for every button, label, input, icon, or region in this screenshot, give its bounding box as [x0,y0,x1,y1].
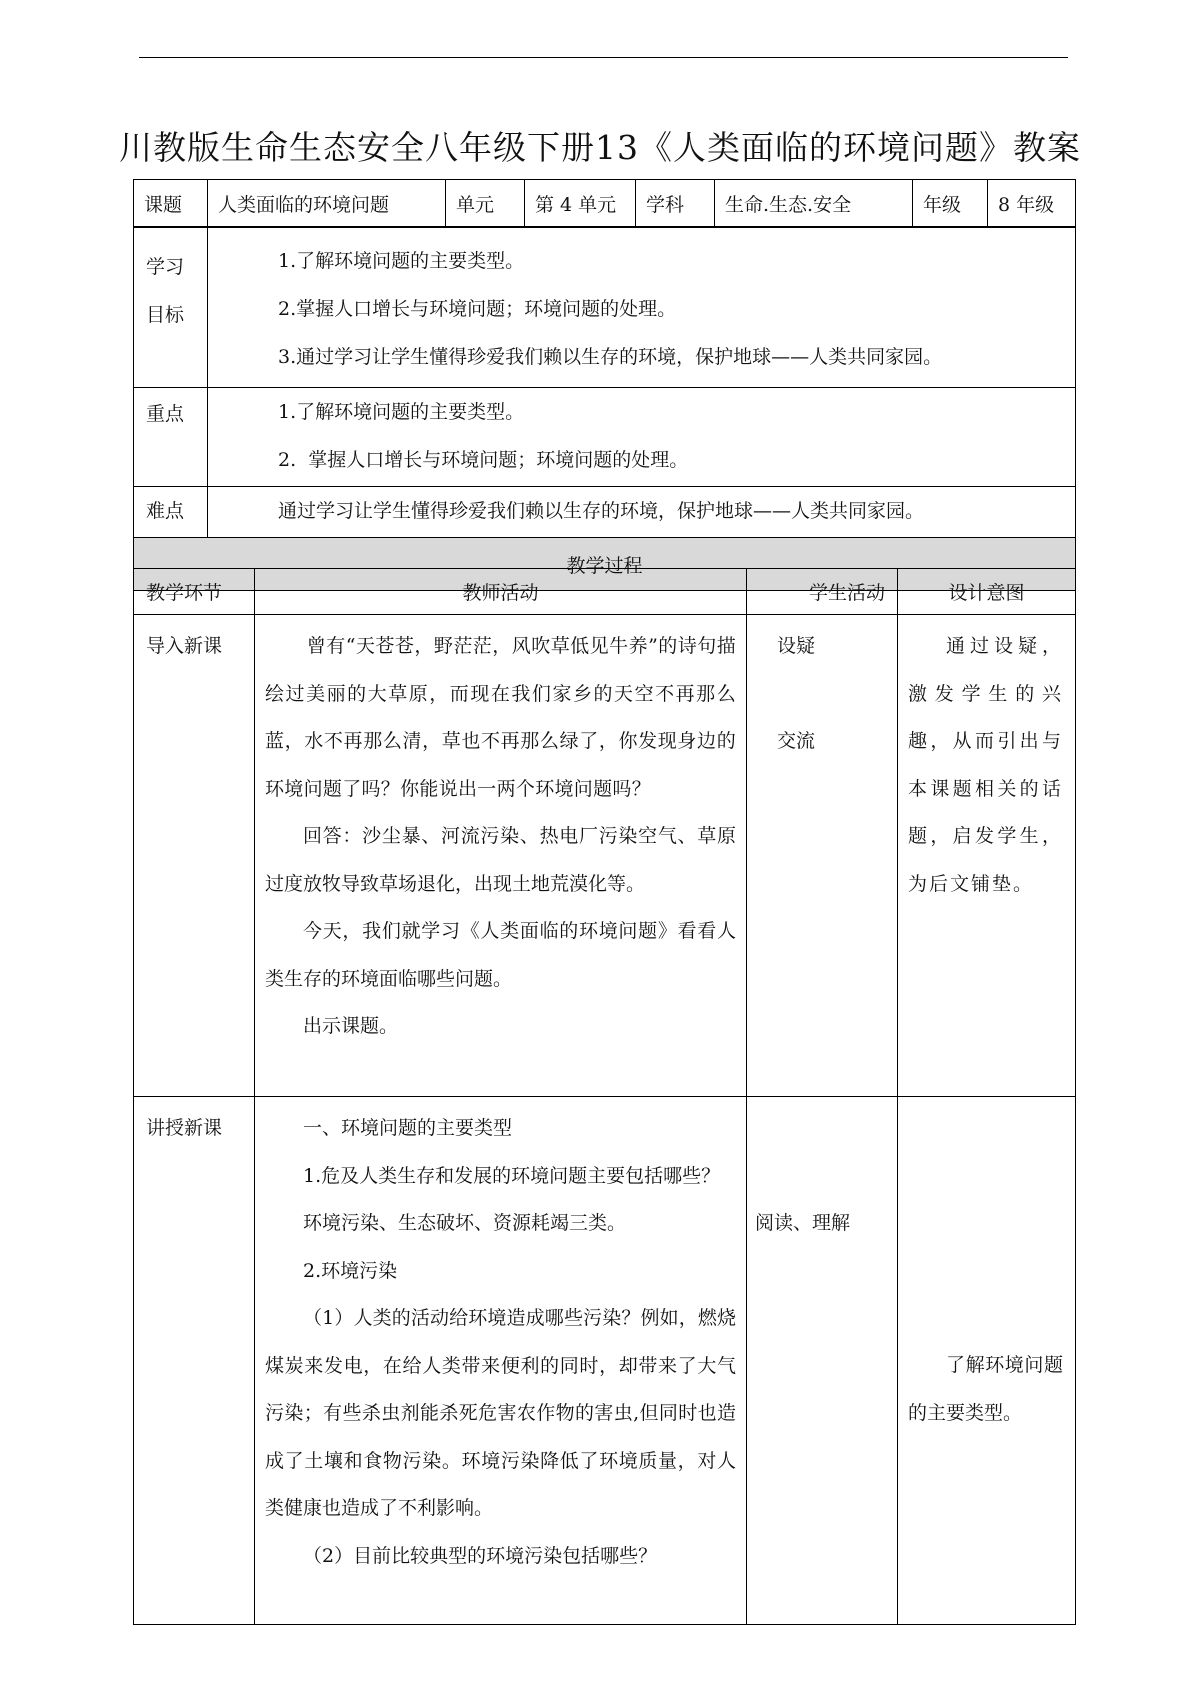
objectives-table [133,226,1076,591]
goals-content [208,227,1076,388]
subject-value: 生命.生态.安全 [715,180,913,228]
student-activity: 交流 [777,730,816,752]
teacher-paragraph: 2.环境污染 [303,1259,398,1282]
info-row [134,180,1076,228]
unit-value: 第 4 单元 [525,180,636,228]
student-activity: 阅读、理解 [755,1212,851,1234]
teacher-paragraph: 今天，我们就学习《人类面临的环境问题》看看人类生存的环境面临哪些问题。 [265,920,736,990]
goal-item: 3.通过学习让学生懂得珍爱我们赖以生存的环境，保护地球——人类共同家园。 [278,346,943,368]
intent-text: 了解环境问题的主要类型。 [908,1354,1063,1424]
unit-label: 单元 [446,180,525,228]
goals-label: 学习 目标 [134,227,208,388]
grade-value: 8 年级 [988,180,1076,228]
teacher-paragraph: 出示课题。 [303,1015,399,1037]
stage-intro: 导入新课 [134,615,255,1097]
teacher-new-lesson [255,1097,747,1625]
process-column-headers [134,569,1076,615]
header-intent: 设计意图 [898,569,1076,615]
process-section-title: 教学过程 [134,538,1076,591]
info-table [133,179,1076,228]
header-teacher: 教师活动 [255,569,747,615]
process-row-new-lesson [134,1097,1076,1625]
teacher-paragraph: 环境污染、生态破坏、资源耗竭三类。 [303,1212,627,1234]
difficulties-label: 难点 [134,487,208,538]
stage-new-lesson: 讲授新课 [134,1097,255,1625]
teacher-paragraph: 回答：沙尘暴、河流污染、热电厂污染空气、草原过度放牧导致草场退化，出现土地荒漠化等。 [265,825,736,895]
goal-item: 1.了解环境问题的主要类型。 [278,250,525,272]
header-rule [139,57,1068,58]
document-title: 川教版生命生态安全八年级下册13《人类面临的环境问题》教案 [119,128,1081,167]
teacher-paragraph: （1）人类的活动给环境造成哪些污染？例如，燃烧煤炭来发电，在给人类带来便利的同时，却带来了大气污染；有些杀虫剂能杀死危害农作物的害虫,但同时也造成了土壤和食物污染。环境污染降低了环境质量，对人类健康也造成了不利影响。 [265,1307,736,1519]
header-stage: 教学环节 [134,569,255,615]
key-points-label: 重点 [134,388,208,487]
teacher-paragraph: 1.危及人类生存和发展的环境问题主要包括哪些？ [303,1164,721,1187]
process-table [133,568,1076,1625]
goal-item: 2.掌握人口增长与环境问题；环境问题的处理。 [278,298,677,320]
header-student: 学生活动 [747,569,898,615]
teacher-paragraph: （2）目前比较典型的环境污染包括哪些？ [303,1544,658,1567]
student-intro [747,615,898,1097]
key-points-row [134,388,1076,487]
teacher-paragraph: 曾有“天苍苍，野茫茫，风吹草低见牛养”的诗句描绘过美丽的大草原，而现在我们家乡的天空不再那么蓝，水不再那么清，草也不再那么绿了，你发现身边的环境问题了吗？你能说出一两个环境问题吗？ [265,635,736,800]
intent-intro [898,615,1076,1097]
key-point-item: 2. 掌握人口增长与环境问题；环境问题的处理。 [278,449,689,471]
difficulties-content [208,487,1076,538]
process-row-intro [134,615,1076,1097]
student-new-lesson [747,1097,898,1625]
difficulties-row [134,487,1076,538]
intent-new-lesson [898,1097,1076,1625]
key-points-content [208,388,1076,487]
topic-label: 课题 [134,180,208,228]
subject-label: 学科 [636,180,715,228]
difficulties-text: 通过学习让学生懂得珍爱我们赖以生存的环境，保护地球——人类共同家园。 [278,500,925,522]
teacher-intro [255,615,747,1097]
intent-text: 通过设疑，激发学生的兴趣，从而引出与本课题相关的话题，启发学生，为后文铺垫。 [908,635,1063,895]
grade-label: 年级 [913,180,988,228]
teacher-paragraph: 一、环境问题的主要类型 [303,1117,513,1139]
key-point-item: 1.了解环境问题的主要类型。 [278,401,525,423]
topic-value: 人类面临的环境问题 [208,180,446,228]
student-activity: 设疑 [777,635,816,657]
goals-row [134,227,1076,388]
